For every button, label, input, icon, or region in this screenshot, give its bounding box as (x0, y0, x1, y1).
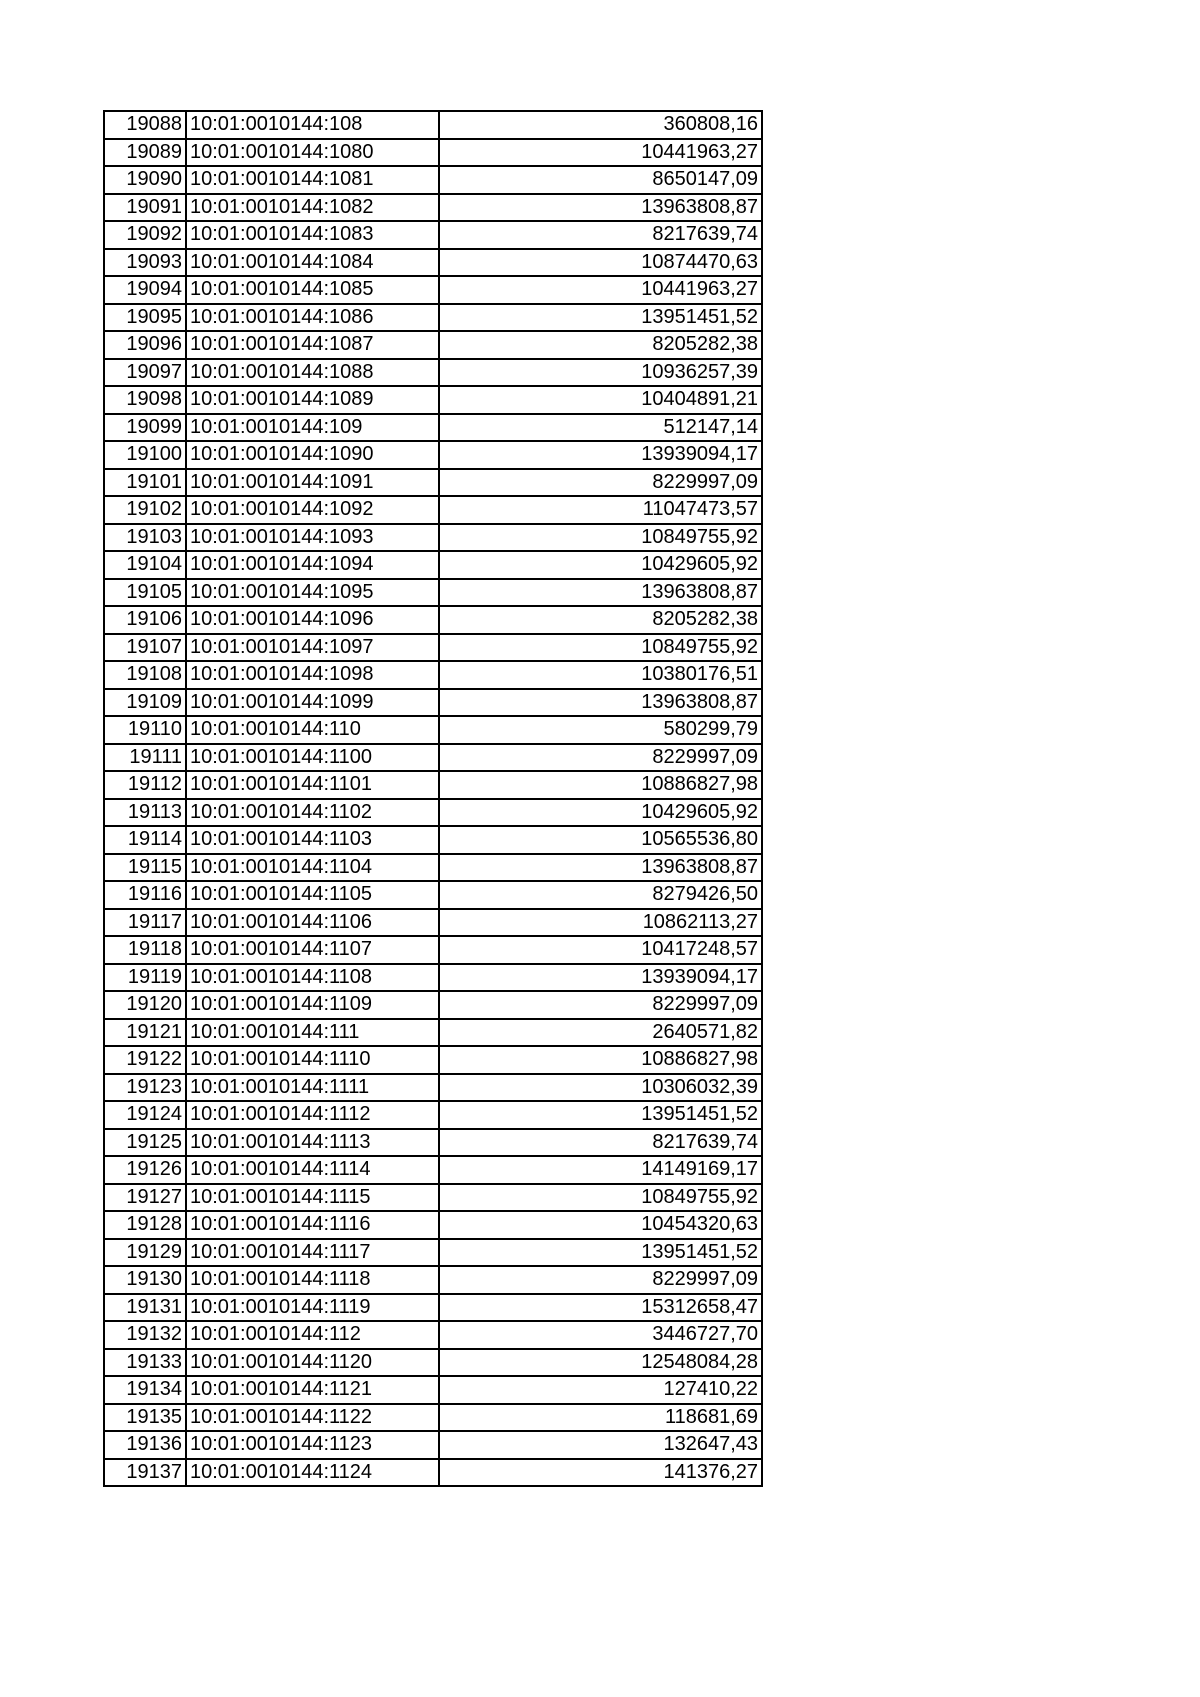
row-number-cell: 19110 (104, 716, 186, 744)
table-row (104, 414, 762, 442)
cadastral-number-cell: 10:01:0010144:1121 (186, 1376, 439, 1404)
row-number-cell: 19130 (104, 1266, 186, 1294)
cadastral-number-cell: 10:01:0010144:1093 (186, 524, 439, 552)
cadastral-value-table (103, 110, 763, 1487)
row-number-cell: 19129 (104, 1239, 186, 1267)
table-row (104, 936, 762, 964)
table-row (104, 634, 762, 662)
cadastral-number-cell: 10:01:0010144:1083 (186, 221, 439, 249)
cadastral-number-cell: 10:01:0010144:1082 (186, 194, 439, 222)
cadastral-number-cell: 10:01:0010144:1106 (186, 909, 439, 937)
table-row (104, 1046, 762, 1074)
table-row (104, 496, 762, 524)
table-body (104, 111, 762, 1486)
table-row (104, 716, 762, 744)
cadastral-value-cell: 10429605,92 (439, 551, 762, 579)
cadastral-value-cell: 360808,16 (439, 111, 762, 139)
cadastral-number-cell: 10:01:0010144:1101 (186, 771, 439, 799)
cadastral-value-cell: 118681,69 (439, 1404, 762, 1432)
table-row (104, 1349, 762, 1377)
cadastral-number-cell: 10:01:0010144:110 (186, 716, 439, 744)
table-row (104, 689, 762, 717)
table-row (104, 331, 762, 359)
table-row (104, 221, 762, 249)
cadastral-value-cell: 13939094,17 (439, 964, 762, 992)
row-number-cell: 19127 (104, 1184, 186, 1212)
cadastral-value-cell: 13963808,87 (439, 854, 762, 882)
row-number-cell: 19116 (104, 881, 186, 909)
table-row (104, 881, 762, 909)
row-number-cell: 19120 (104, 991, 186, 1019)
row-number-cell: 19101 (104, 469, 186, 497)
table-row (104, 166, 762, 194)
cadastral-value-cell: 141376,27 (439, 1459, 762, 1487)
cadastral-value-cell: 8229997,09 (439, 744, 762, 772)
cadastral-value-cell: 13963808,87 (439, 579, 762, 607)
cadastral-value-cell: 10862113,27 (439, 909, 762, 937)
row-number-cell: 19131 (104, 1294, 186, 1322)
cadastral-value-cell: 132647,43 (439, 1431, 762, 1459)
cadastral-number-cell: 10:01:0010144:1118 (186, 1266, 439, 1294)
row-number-cell: 19117 (104, 909, 186, 937)
row-number-cell: 19134 (104, 1376, 186, 1404)
cadastral-value-cell: 10849755,92 (439, 634, 762, 662)
table-row (104, 854, 762, 882)
row-number-cell: 19123 (104, 1074, 186, 1102)
row-number-cell: 19089 (104, 139, 186, 167)
cadastral-value-cell: 10849755,92 (439, 524, 762, 552)
table-row (104, 551, 762, 579)
row-number-cell: 19128 (104, 1211, 186, 1239)
row-number-cell: 19121 (104, 1019, 186, 1047)
table-row (104, 771, 762, 799)
row-number-cell: 19119 (104, 964, 186, 992)
table-row (104, 1321, 762, 1349)
cadastral-number-cell: 10:01:0010144:1095 (186, 579, 439, 607)
row-number-cell: 19107 (104, 634, 186, 662)
table-row (104, 386, 762, 414)
cadastral-number-cell: 10:01:0010144:112 (186, 1321, 439, 1349)
row-number-cell: 19098 (104, 386, 186, 414)
table-row (104, 1156, 762, 1184)
cadastral-value-cell: 11047473,57 (439, 496, 762, 524)
cadastral-number-cell: 10:01:0010144:1094 (186, 551, 439, 579)
row-number-cell: 19105 (104, 579, 186, 607)
cadastral-value-cell: 13951451,52 (439, 1101, 762, 1129)
table-row (104, 1376, 762, 1404)
table-row (104, 1404, 762, 1432)
cadastral-value-cell: 10306032,39 (439, 1074, 762, 1102)
document-page (103, 110, 763, 1487)
cadastral-value-cell: 13951451,52 (439, 304, 762, 332)
cadastral-value-cell: 10874470,63 (439, 249, 762, 277)
cadastral-number-cell: 10:01:0010144:1097 (186, 634, 439, 662)
row-number-cell: 19124 (104, 1101, 186, 1129)
cadastral-value-cell: 10441963,27 (439, 276, 762, 304)
cadastral-value-cell: 10380176,51 (439, 661, 762, 689)
row-number-cell: 19096 (104, 331, 186, 359)
row-number-cell: 19135 (104, 1404, 186, 1432)
cadastral-number-cell: 10:01:0010144:1084 (186, 249, 439, 277)
cadastral-number-cell: 10:01:0010144:1122 (186, 1404, 439, 1432)
row-number-cell: 19093 (104, 249, 186, 277)
table-row (104, 1239, 762, 1267)
table-row (104, 441, 762, 469)
row-number-cell: 19102 (104, 496, 186, 524)
cadastral-number-cell: 10:01:0010144:1107 (186, 936, 439, 964)
cadastral-value-cell: 8217639,74 (439, 221, 762, 249)
row-number-cell: 19088 (104, 111, 186, 139)
row-number-cell: 19091 (104, 194, 186, 222)
row-number-cell: 19094 (104, 276, 186, 304)
cadastral-number-cell: 10:01:0010144:1108 (186, 964, 439, 992)
table-row (104, 991, 762, 1019)
cadastral-number-cell: 10:01:0010144:1096 (186, 606, 439, 634)
cadastral-number-cell: 10:01:0010144:1104 (186, 854, 439, 882)
row-number-cell: 19104 (104, 551, 186, 579)
table-row (104, 1211, 762, 1239)
cadastral-number-cell: 10:01:0010144:1098 (186, 661, 439, 689)
cadastral-number-cell: 10:01:0010144:1119 (186, 1294, 439, 1322)
cadastral-number-cell: 10:01:0010144:1102 (186, 799, 439, 827)
table-row (104, 1294, 762, 1322)
cadastral-value-cell: 14149169,17 (439, 1156, 762, 1184)
cadastral-number-cell: 10:01:0010144:1100 (186, 744, 439, 772)
row-number-cell: 19132 (104, 1321, 186, 1349)
cadastral-number-cell: 10:01:0010144:1087 (186, 331, 439, 359)
row-number-cell: 19115 (104, 854, 186, 882)
row-number-cell: 19108 (104, 661, 186, 689)
cadastral-value-cell: 8229997,09 (439, 991, 762, 1019)
cadastral-value-cell: 10417248,57 (439, 936, 762, 964)
cadastral-number-cell: 10:01:0010144:1112 (186, 1101, 439, 1129)
row-number-cell: 19111 (104, 744, 186, 772)
cadastral-value-cell: 8229997,09 (439, 469, 762, 497)
cadastral-number-cell: 10:01:0010144:1081 (186, 166, 439, 194)
row-number-cell: 19112 (104, 771, 186, 799)
cadastral-value-cell: 8229997,09 (439, 1266, 762, 1294)
cadastral-number-cell: 10:01:0010144:1103 (186, 826, 439, 854)
table-row (104, 1019, 762, 1047)
table-row (104, 139, 762, 167)
cadastral-number-cell: 10:01:0010144:1091 (186, 469, 439, 497)
cadastral-value-cell: 13963808,87 (439, 194, 762, 222)
cadastral-number-cell: 10:01:0010144:1114 (186, 1156, 439, 1184)
cadastral-value-cell: 8650147,09 (439, 166, 762, 194)
row-number-cell: 19126 (104, 1156, 186, 1184)
row-number-cell: 19113 (104, 799, 186, 827)
row-number-cell: 19106 (104, 606, 186, 634)
table-row (104, 661, 762, 689)
row-number-cell: 19137 (104, 1459, 186, 1487)
row-number-cell: 19122 (104, 1046, 186, 1074)
cadastral-value-cell: 8279426,50 (439, 881, 762, 909)
cadastral-value-cell: 13963808,87 (439, 689, 762, 717)
table-row (104, 304, 762, 332)
table-row (104, 276, 762, 304)
cadastral-value-cell: 10936257,39 (439, 359, 762, 387)
cadastral-value-cell: 2640571,82 (439, 1019, 762, 1047)
table-row (104, 606, 762, 634)
row-number-cell: 19136 (104, 1431, 186, 1459)
cadastral-value-cell: 13939094,17 (439, 441, 762, 469)
cadastral-number-cell: 10:01:0010144:1090 (186, 441, 439, 469)
table-row (104, 1184, 762, 1212)
cadastral-value-cell: 10429605,92 (439, 799, 762, 827)
table-row (104, 1074, 762, 1102)
cadastral-number-cell: 10:01:0010144:1120 (186, 1349, 439, 1377)
table-row (104, 964, 762, 992)
cadastral-number-cell: 10:01:0010144:1105 (186, 881, 439, 909)
cadastral-value-cell: 8205282,38 (439, 606, 762, 634)
cadastral-number-cell: 10:01:0010144:1124 (186, 1459, 439, 1487)
cadastral-value-cell: 127410,22 (439, 1376, 762, 1404)
row-number-cell: 19097 (104, 359, 186, 387)
row-number-cell: 19114 (104, 826, 186, 854)
cadastral-number-cell: 10:01:0010144:1080 (186, 139, 439, 167)
cadastral-number-cell: 10:01:0010144:1113 (186, 1129, 439, 1157)
cadastral-value-cell: 12548084,28 (439, 1349, 762, 1377)
cadastral-number-cell: 10:01:0010144:1092 (186, 496, 439, 524)
table-row (104, 799, 762, 827)
table-row (104, 1431, 762, 1459)
cadastral-number-cell: 10:01:0010144:111 (186, 1019, 439, 1047)
cadastral-value-cell: 8217639,74 (439, 1129, 762, 1157)
cadastral-number-cell: 10:01:0010144:1085 (186, 276, 439, 304)
cadastral-number-cell: 10:01:0010144:1088 (186, 359, 439, 387)
cadastral-value-cell: 3446727,70 (439, 1321, 762, 1349)
row-number-cell: 19092 (104, 221, 186, 249)
cadastral-value-cell: 15312658,47 (439, 1294, 762, 1322)
table-row (104, 909, 762, 937)
row-number-cell: 19090 (104, 166, 186, 194)
row-number-cell: 19103 (104, 524, 186, 552)
row-number-cell: 19100 (104, 441, 186, 469)
table-row (104, 524, 762, 552)
cadastral-value-cell: 10565536,80 (439, 826, 762, 854)
cadastral-number-cell: 10:01:0010144:1117 (186, 1239, 439, 1267)
cadastral-number-cell: 10:01:0010144:1115 (186, 1184, 439, 1212)
cadastral-number-cell: 10:01:0010144:1111 (186, 1074, 439, 1102)
table-row (104, 1266, 762, 1294)
cadastral-number-cell: 10:01:0010144:108 (186, 111, 439, 139)
cadastral-number-cell: 10:01:0010144:1123 (186, 1431, 439, 1459)
cadastral-value-cell: 10404891,21 (439, 386, 762, 414)
cadastral-number-cell: 10:01:0010144:1116 (186, 1211, 439, 1239)
cadastral-value-cell: 10886827,98 (439, 771, 762, 799)
cadastral-value-cell: 10886827,98 (439, 1046, 762, 1074)
row-number-cell: 19099 (104, 414, 186, 442)
table-row (104, 1459, 762, 1487)
table-row (104, 579, 762, 607)
cadastral-number-cell: 10:01:0010144:1086 (186, 304, 439, 332)
table-row (104, 111, 762, 139)
cadastral-value-cell: 8205282,38 (439, 331, 762, 359)
cadastral-number-cell: 10:01:0010144:1110 (186, 1046, 439, 1074)
cadastral-number-cell: 10:01:0010144:109 (186, 414, 439, 442)
table-row (104, 1101, 762, 1129)
cadastral-value-cell: 10849755,92 (439, 1184, 762, 1212)
cadastral-value-cell: 512147,14 (439, 414, 762, 442)
cadastral-value-cell: 10441963,27 (439, 139, 762, 167)
row-number-cell: 19118 (104, 936, 186, 964)
table-row (104, 194, 762, 222)
row-number-cell: 19125 (104, 1129, 186, 1157)
table-row (104, 1129, 762, 1157)
cadastral-value-cell: 13951451,52 (439, 1239, 762, 1267)
table-row (104, 744, 762, 772)
table-row (104, 826, 762, 854)
row-number-cell: 19109 (104, 689, 186, 717)
table-row (104, 469, 762, 497)
cadastral-number-cell: 10:01:0010144:1099 (186, 689, 439, 717)
table-row (104, 359, 762, 387)
cadastral-value-cell: 10454320,63 (439, 1211, 762, 1239)
cadastral-number-cell: 10:01:0010144:1109 (186, 991, 439, 1019)
row-number-cell: 19095 (104, 304, 186, 332)
cadastral-number-cell: 10:01:0010144:1089 (186, 386, 439, 414)
cadastral-value-cell: 580299,79 (439, 716, 762, 744)
row-number-cell: 19133 (104, 1349, 186, 1377)
table-row (104, 249, 762, 277)
